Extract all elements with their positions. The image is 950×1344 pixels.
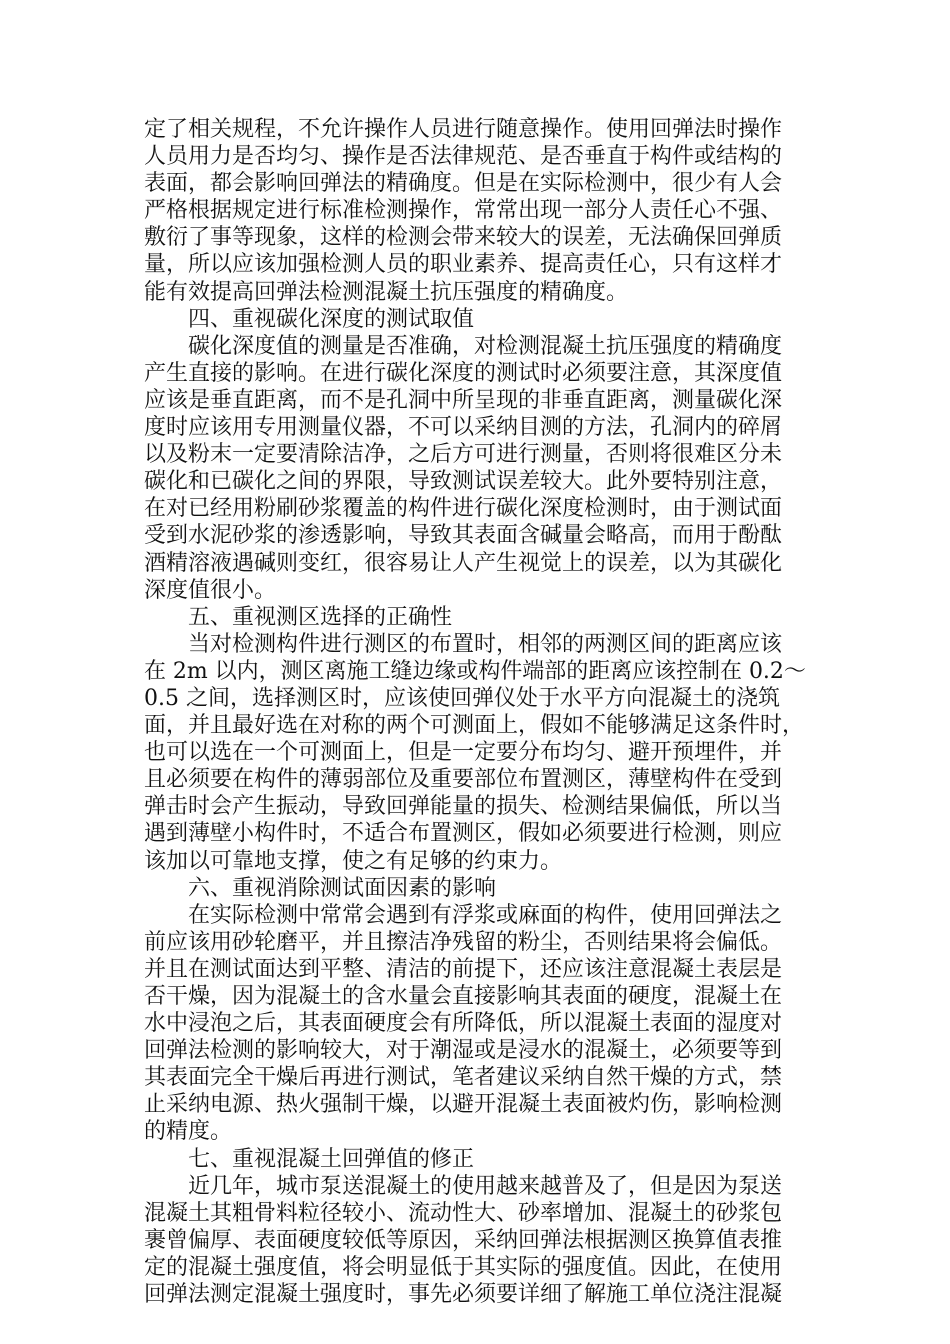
text-line: 的精度。 [144, 1119, 233, 1145]
text-line: 前应该用砂轮磨平，并且擦洁净残留的粉尘，否则结果将会偏低。 [144, 929, 783, 955]
text-line: 定的混凝土强度值，将会明显低于其实际的强度值。因此，在使用 [144, 1254, 783, 1280]
text-line: 并且在测试面达到平整、清洁的前提下，还应该注意混凝土表层是 [144, 956, 783, 982]
text-line: 也可以选在一个可测面上，但是一定要分布均匀、避开预埋件，并 [144, 740, 783, 766]
text-line: 混凝土其粗骨料粒径较小、流动性大、砂率增加、混凝土的砂浆包 [144, 1200, 783, 1226]
text-line: 酒精溶液遇碱则变红，很容易让人产生视觉上的误差，以为其碳化 [144, 550, 783, 576]
text-line: 六、重视消除测试面因素的影响 [188, 875, 497, 901]
text-line: 人员用力是否均匀、操作是否法律规范、是否垂直于构件或结构的 [144, 144, 783, 170]
text-line: 在对已经用粉刷砂浆覆盖的构件进行碳化深度检测时，由于测试面 [144, 496, 783, 522]
text-line: 否干燥，因为混凝土的含水量会直接影响其表面的硬度，混凝土在 [144, 984, 783, 1009]
text-line: 度时应该用专用测量仪器，不可以采纳目测的方法，孔洞内的碎屑 [144, 415, 783, 441]
text-line: 在 2m 以内，测区离施工缝边缘或构件端部的距离应该控制在 0.2～ [144, 658, 806, 684]
text-line: 弹击时会产生振动，导致回弹能量的损失、检测结果偏低，所以当 [144, 794, 783, 820]
text-line: 该加以可靠地支撑，使之有足够的约束力。 [144, 848, 563, 874]
text-line: 其表面完全干燥后再进行测试，笔者建议采纳自然干燥的方式，禁 [144, 1065, 783, 1091]
text-line: 在实际检测中常常会遇到有浮浆或麻面的构件，使用回弹法之 [188, 902, 783, 928]
text-line: 近几年，城市泵送混凝土的使用越来越普及了，但是因为泵送 [188, 1173, 783, 1199]
text-line: 四、重视碳化深度的测试取值 [188, 306, 475, 332]
document-page [144, 116, 806, 1308]
text-line: 当对检测构件进行测区的布置时，相邻的两测区间的距离应该 [188, 631, 783, 657]
text-line: 能有效提高回弹法检测混凝土抗压强度的精确度。 [144, 279, 629, 305]
text-line: 应该是垂直距离，而不是孔洞中所呈现的非垂直距离，测量碳化深 [144, 387, 783, 413]
text-line: 产生直接的影响。在进行碳化深度的测试时必须要注意，其深度值 [144, 360, 783, 386]
text-line: 表面，都会影响回弹法的精确度。但是在实际检测中，很少有人会 [144, 171, 783, 197]
text-line: 七、重视混凝土回弹值的修正 [188, 1146, 475, 1172]
text-line: 回弹法检测的影响较大，对于潮湿或是浸水的混凝土，必须要等到 [144, 1038, 783, 1064]
text-line: 碳化深度值的测量是否准确，对检测混凝土抗压强度的精确度 [188, 333, 783, 359]
text-line: 五、重视测区选择的正确性 [188, 604, 453, 630]
text-line: 以及粉末一定要清除洁净，之后方可进行测量，否则将很难区分未 [144, 442, 783, 468]
text-line: 敷衍了事等现象，这样的检测会带来较大的误差，无法确保回弹质 [144, 225, 783, 251]
text-line: 水中浸泡之后，其表面硬度会有所降低，所以混凝土表面的湿度对 [144, 1011, 783, 1037]
text-line: 碳化和已碳化之间的界限，导致测试误差较大。此外要特别注意， [144, 469, 783, 495]
text-line: 量，所以应该加强检测人员的职业素养、提高责任心，只有这样才 [144, 252, 783, 278]
text-line: 裹曾偏厚、表面硬度较低等原因，采纳回弹法根据测区换算值表推 [144, 1227, 783, 1253]
text-line: 面，并且最好选在对称的两个可测面上，假如不能够满足这条件时， [144, 713, 805, 739]
text-line: 0.5 之间，选择测区时，应该使回弹仪处于水平方向混凝土的浇筑 [144, 685, 780, 711]
text-line: 且必须要在构件的薄弱部位及重要部位布置测区，薄壁构件在受到 [144, 767, 783, 793]
text-line: 定了相关规程，不允许操作人员进行随意操作。使用回弹法时操作 [144, 117, 783, 142]
text-line: 止采纳电源、热火强制干燥，以避开混凝土表面被灼伤，影响检测 [144, 1092, 783, 1118]
text-line: 回弹法测定混凝土强度时，事先必须要详细了解施工单位浇注混凝 [144, 1282, 783, 1308]
text-line: 受到水泥砂浆的渗透影响，导致其表面含碱量会略高，而用于酚酞 [144, 523, 783, 549]
text-line: 严格根据规定进行标准检测操作，常常出现一部分人责任心不强、 [144, 198, 783, 224]
text-line: 深度值很小。 [144, 577, 277, 603]
text-line: 遇到薄壁小构件时，不适合布置测区，假如必须要进行检测，则应 [144, 821, 783, 847]
